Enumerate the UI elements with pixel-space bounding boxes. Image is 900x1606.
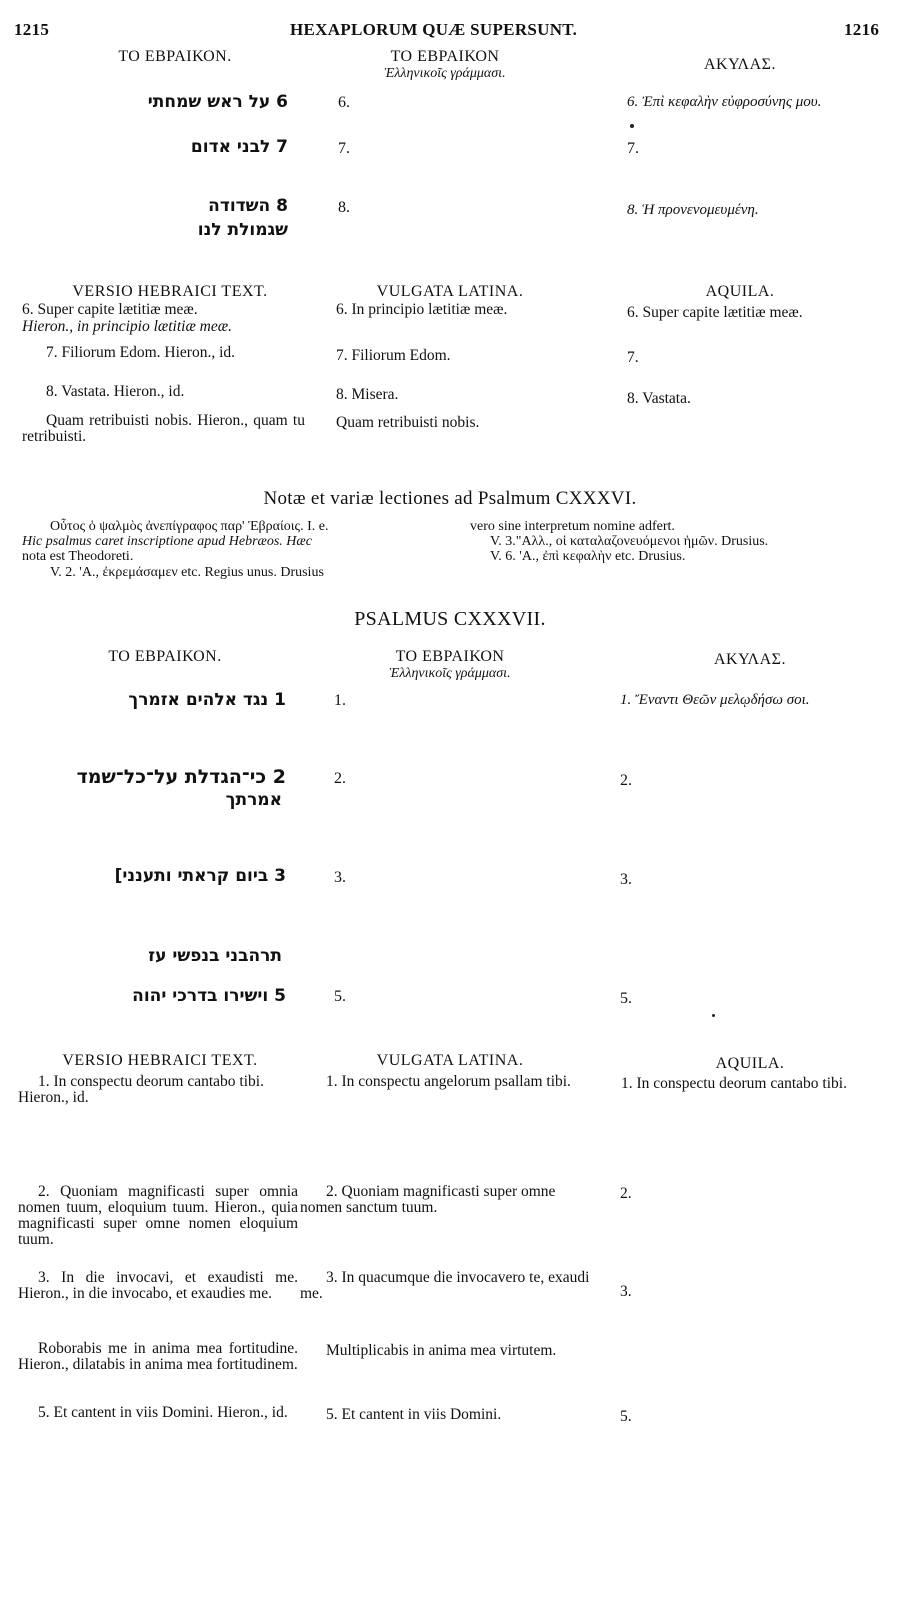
hebrew-verse-7: 7 לבני אדום xyxy=(190,137,288,157)
latin-head-vulgata: VULGATA LATINA. xyxy=(376,283,524,300)
versio-verse-7: 7. Filiorum Edom. Hieron., id. xyxy=(46,344,236,361)
aquila-verse-7: 7. xyxy=(627,140,639,157)
aquila-verse-8: 8. Ἡ προνενομευμένη. xyxy=(627,202,759,218)
versio-137-verse-3b: Roborabis me in anima mea fortitudine. Hieron., dilatabis in anima mea fortitudinem. xyxy=(18,1340,298,1373)
vulgata-verse-6: 6. In principio lætitiæ meæ. xyxy=(336,301,508,318)
vulgata-137-verse-3: 3. In quacumque die invocavero te, exaudi me. xyxy=(300,1269,590,1302)
notes-left-line2: Hic psalmus caret inscriptione apud Hebræos. Hæc xyxy=(22,534,312,549)
versio-137-verse-2: 2. Quoniam magnificasti super omnia nomen tuum, eloquium tuum. Hieron., quia magnificasti super omne nomen eloquium tuum. xyxy=(18,1183,298,1248)
versio-137-verse-5: 5. Et cantent in viis Domini. Hieron., id. xyxy=(38,1404,288,1421)
aquila-verse-6: 6. Ἐπὶ κεφαλὴν εὐφροσύνης μου. xyxy=(627,94,822,110)
aquila-latin-verse-6: 6. Super capite lætitiæ meæ. xyxy=(627,304,803,321)
col-head-transliteration: ΤΟ ΕΒΡΑΙΚΟΝ xyxy=(390,48,500,65)
aquila-latin-137-verse-3: 3. xyxy=(620,1283,632,1300)
col-head-aquila-137: ΑΚΥΛΑΣ. xyxy=(713,651,786,668)
vulgata-verse-8: 8. Misera. xyxy=(336,386,399,403)
vulgata-verse-7: 7. Filiorum Edom. xyxy=(336,347,451,364)
col-head-hebrew: ΤΟ ΕΒΡΑΙΚΟΝ. xyxy=(118,48,232,65)
aquila-137-verse-3: 3. xyxy=(620,871,632,888)
psalm-137-title: PSALMUS CXXXVII. xyxy=(354,608,546,630)
aquila-latin-137-verse-2: 2. xyxy=(620,1185,632,1202)
page-number-left: 1215 xyxy=(14,20,50,39)
col-head-transliteration-137: ΤΟ ΕΒΡΑΙΚΟΝ xyxy=(395,648,505,665)
hebrew-verse-8-line2: שגמולת לנו xyxy=(197,220,288,240)
latin-head-aquila-137: AQUILA. xyxy=(715,1055,785,1072)
latin-head-versio: VERSIO HEBRAICI TEXT. xyxy=(72,283,268,300)
hebrew-137-verse-3b: תרהבני בנפשי עז xyxy=(148,946,282,966)
aquila-137-verse-2: 2. xyxy=(620,772,632,789)
vulgata-137-verse-1: 1. In conspectu angelorum psallam tibi. xyxy=(326,1073,571,1090)
notes-right-line1: vero sine interpretum nomine adfert. xyxy=(470,519,675,534)
col-head-aquila: ΑΚΥΛΑΣ. xyxy=(703,56,776,73)
latin-head-vulgata-137: VULGATA LATINA. xyxy=(376,1052,524,1069)
notes-left-line4: V. 2. 'A., ἐκρεμάσαμεν etc. Regius unus. Drusius xyxy=(50,565,324,580)
notes-right-line3: V. 6. 'A., ἐπὶ κεφαλὴν etc. Drusius. xyxy=(490,549,686,564)
notes-right-line2: V. 3."Αλλ., οἱ καταλαζονευόμενοι ἡμῶν. Drusius. xyxy=(490,534,769,549)
translit-verse-6: 6. xyxy=(338,94,350,111)
vulgata-137-verse-3b: Multiplicabis in anima mea virtutem. xyxy=(326,1342,557,1359)
vulgata-verse-8b: Quam retribuisti nobis. xyxy=(336,414,480,431)
running-title: HEXAPLORUM QUÆ SUPERSUNT. xyxy=(290,20,578,39)
translit-137-verse-2: 2. xyxy=(334,770,346,787)
aquila-137-verse-5: 5. xyxy=(620,990,632,1007)
hebrew-137-verse-1: 1 נגד אלהים אזמרך xyxy=(128,690,286,710)
col-head-transliteration-sub: Ἑλληνικοῖς γράμμασι. xyxy=(384,66,506,81)
notes-left-line3: nota est Theodoreti. xyxy=(22,549,134,564)
versio-verse-6-hieron: Hieron., in principio lætitiæ meæ. xyxy=(22,318,232,335)
notes-title: Notæ et variæ lectiones ad Psalmum CXXXVI. xyxy=(263,488,637,509)
translit-137-verse-3: 3. xyxy=(334,869,346,886)
vulgata-137-verse-5: 5. Et cantent in viis Domini. xyxy=(326,1406,502,1423)
translit-verse-7: 7. xyxy=(338,140,350,157)
col-head-transliteration-sub-137: Ἑλληνικοῖς γράμμασι. xyxy=(389,666,511,681)
hebrew-verse-8: 8 השדודה xyxy=(208,196,288,216)
page-number-right: 1216 xyxy=(844,20,880,39)
versio-verse-8b: Quam retribuisti nobis. Hieron., quam tu retribuisti. xyxy=(22,412,305,445)
latin-head-aquila: AQUILA. xyxy=(705,283,775,300)
ink-dot-2 xyxy=(712,1014,715,1017)
versio-137-verse-1: 1. In conspectu deorum cantabo tibi. Hieron., id. xyxy=(18,1073,264,1106)
hebrew-137-verse-2: 2 כי־הגדלת על־כל־שמד xyxy=(76,766,286,788)
aquila-latin-verse-8: 8. Vastata. xyxy=(627,390,691,407)
aquila-latin-137-verse-1: 1. In conspectu deorum cantabo tibi. xyxy=(621,1075,847,1092)
ink-dot xyxy=(630,124,634,128)
hebrew-verse-6: 6 על ראש שמחתי xyxy=(147,92,288,112)
versio-verse-6: 6. Super capite lætitiæ meæ. xyxy=(22,301,198,318)
latin-head-versio-137: VERSIO HEBRAICI TEXT. xyxy=(62,1052,258,1069)
aquila-137-verse-1: 1. Ἔναντι Θεῶν μελῳδήσω σοι. xyxy=(620,692,810,708)
versio-137-verse-3: 3. In die invocavi, et exaudisti me. Hieron., in die invocabo, et exaudies me. xyxy=(18,1269,298,1302)
notes-left-line1: Οὗτος ὁ ψαλμὸς ἀνεπίγραφος παρ' Ἑβραίοις. I. e. xyxy=(50,519,329,534)
translit-137-verse-1: 1. xyxy=(334,692,346,709)
aquila-latin-verse-7: 7. xyxy=(627,349,639,366)
translit-137-verse-5: 5. xyxy=(334,988,346,1005)
hebrew-137-verse-5: 5 וישירו בדרכי יהוה xyxy=(132,986,286,1006)
hebrew-137-verse-2-line2: אמרתך xyxy=(225,790,282,810)
hebrew-137-verse-3: 3 ביום קראתי ותענני] xyxy=(114,866,286,886)
aquila-latin-137-verse-5: 5. xyxy=(620,1408,632,1425)
col-head-hebrew-137: ΤΟ ΕΒΡΑΙΚΟΝ. xyxy=(108,648,222,665)
translit-verse-8: 8. xyxy=(338,199,350,216)
versio-verse-8: 8. Vastata. Hieron., id. xyxy=(46,383,185,400)
vulgata-137-verse-2: 2. Quoniam magnificasti super omne nomen sanctum tuum. xyxy=(300,1183,556,1216)
